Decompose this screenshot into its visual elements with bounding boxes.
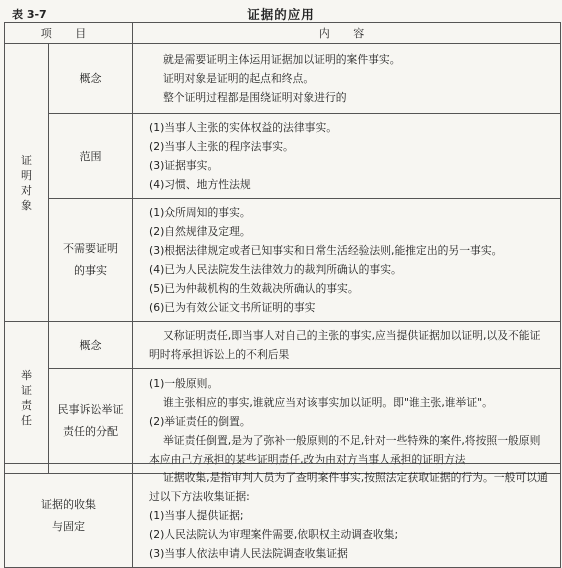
row-content-collection: 证据收集,是指审判人员为了查明案件事实,按照法定获取证据的行为。一般可以通过以下方法收集证据: (1)当事人提供证据; (2)人民法院认为审理案件需要,依职权主动调查收集; (3)当事人依法申请人民法院调查收集证据 xyxy=(133,464,561,568)
header-item: 项 目 xyxy=(5,23,133,44)
group-proof-object-label: 证 明 对 象 xyxy=(21,153,32,212)
evidence-collection-table xyxy=(4,463,561,568)
row-label-allocation: 民事诉讼举证 责任的分配 xyxy=(49,369,133,474)
group-burden-of-proof-label: 举 证 责 任 xyxy=(21,368,32,427)
table-row xyxy=(5,199,561,322)
table-caption xyxy=(0,4,562,22)
row-label-concept: 概念 xyxy=(49,44,133,114)
row-content-no-proof: (1)众所周知的事实。 (2)自然规律及定理。 (3)根据法律规定或者已知事实和日常生活经验法则,能推定出的另一事实。 (4)已为人民法院发生法律效力的裁判所确认的事实。 (5)已为仲裁机构的生效裁决所确认的事实。 (6)已为有效公证文书所证明的事实 xyxy=(133,199,561,322)
row-label-collection: 证据的收集 与固定 xyxy=(5,464,133,568)
evidence-table xyxy=(4,22,561,474)
row-content-allocation: (1)一般原则。 谁主张相应的事实,谁就应当对该事实加以证明。即"谁主张,谁举证"。 (2)举证责任的倒置。 举证责任倒置,是为了弥补一般原则的不足,针对一些特殊的案件,将按照一般原则本应由己方承担的某些证明责任,改为由对方当事人承担的证明方法 xyxy=(133,369,561,474)
row-content-concept: 就是需要证明主体运用证据加以证明的案件事实。 证明对象是证明的起点和终点。 整个证明过程都是围绕证明对象进行的 xyxy=(133,44,561,114)
group-burden-of-proof xyxy=(5,322,49,474)
header-content: 内 容 xyxy=(133,23,561,44)
table-row xyxy=(5,464,561,568)
table-row xyxy=(5,322,561,369)
table-row xyxy=(5,114,561,199)
table-header-row xyxy=(5,23,561,44)
table-row xyxy=(5,44,561,114)
row-label-burden-concept: 概念 xyxy=(49,322,133,369)
table-number: 表 3-7 xyxy=(12,8,47,21)
row-label-no-proof: 不需要证明 的事实 xyxy=(49,199,133,322)
table-title: 证据的应用 xyxy=(247,7,315,22)
group-proof-object xyxy=(5,44,49,322)
row-content-burden-concept: 又称证明责任,即当事人对自己的主张的事实,应当提供证据加以证明,以及不能证明时将承担诉讼上的不利后果 xyxy=(133,322,561,369)
row-content-scope: (1)当事人主张的实体权益的法律事实。 (2)当事人主张的程序法事实。 (3)证据事实。 (4)习惯、地方性法规 xyxy=(133,114,561,199)
table-row xyxy=(5,369,561,474)
row-label-scope: 范围 xyxy=(49,114,133,199)
